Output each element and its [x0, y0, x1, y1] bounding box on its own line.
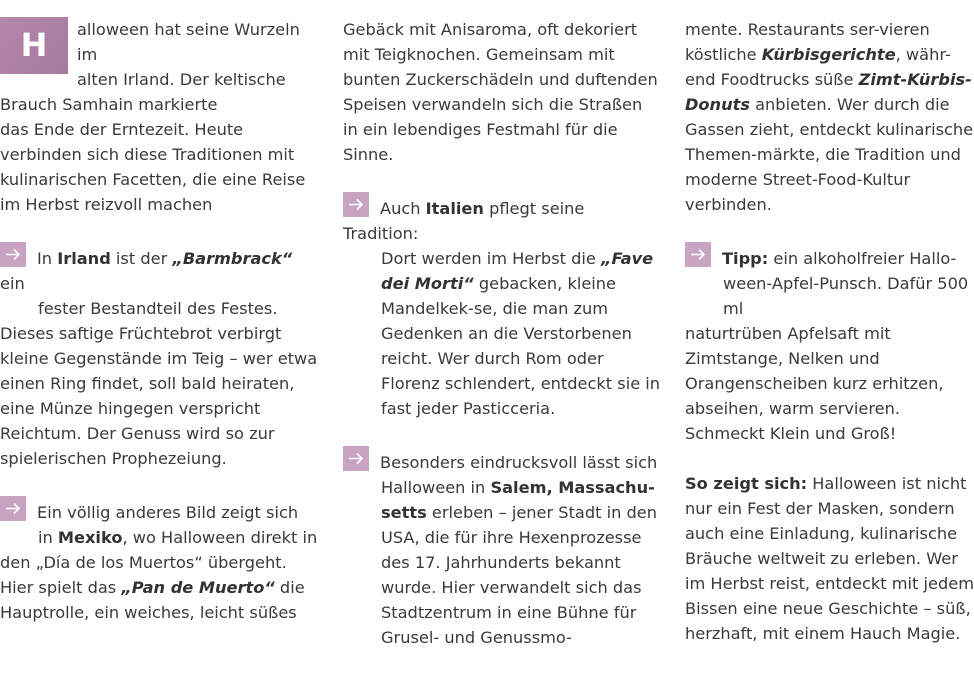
text: Halloween ist nicht nur ein Fest der Masken, sondern auch eine Einladung, kulinarische Bräuche weltweit zu erleben. Wer im Herbst reist, entdeckt mit jedem Bissen eine neue Geschichte – süß, herzhaft, mit einem Hauch Magie.: [685, 474, 974, 643]
highlight-kuerbisgerichte: Kürbisgerichte: [761, 45, 896, 64]
salem-continued-paragraph: [685, 17, 974, 217]
text: anbieten. Wer durch die Gassen zieht, entdeckt kulinarische Themen-märkte, die Tradition und moderne Street-Food-Kultur verbinden.: [685, 95, 974, 214]
text: gebacken, kleine Mandelkek-se, die man zum Gedenken an die Verstorbenen reicht. Wer durch Rom oder Florenz schlendert, entdeckt sie in fast jeder Pasticceria.: [381, 274, 661, 418]
column-1: [0, 17, 318, 650]
text: ein alkoholfreier Hallo-: [768, 249, 957, 268]
mexico-paragraph: [0, 496, 318, 625]
highlight-zimt-kuerbis-donuts: Zimt-Kürbis-Donuts: [685, 70, 972, 114]
text: In: [37, 249, 58, 268]
highlight-pan-de-muerto: „Pan de Muerto“: [121, 578, 275, 597]
mexico-line-3: den „Día de los Muertos“ übergeht.: [0, 553, 287, 572]
highlight-salem: Salem, Massachu-setts: [381, 478, 655, 522]
highlight-mexiko: Mexiko: [57, 528, 123, 547]
arrow-right-icon: [343, 192, 369, 217]
tip-line-2: ween-Apfel-Punsch. Dafür 500 ml: [723, 274, 969, 318]
text: Auch: [380, 199, 426, 218]
mexico-line-1: Ein völlig anderes Bild zeigt sich: [37, 503, 299, 522]
text: , währ-end Foodtrucks süße: [685, 45, 951, 89]
highlight-irland: Irland: [57, 249, 111, 268]
text: die: [274, 578, 305, 597]
intro-line-2: alten Irland. Der keltische: [77, 70, 286, 89]
intro-rest: das Ende der Erntezeit. Heute verbinden sich diese Traditionen mit kulinarischen Facetten, die eine Reise im Herbst reizvoll machen: [0, 120, 306, 214]
text: ist der: [110, 249, 173, 268]
arrow-right-icon: [0, 242, 26, 267]
drop-cap: H: [0, 17, 68, 74]
text: Dort werden im Herbst die: [381, 249, 602, 268]
tip-rest: naturtrüben Apfelsaft mit Zimtstange, Nelken und Orangenscheiben kurz erhitzen, abseihen, warm servieren. Schmeckt Klein und Groß!: [685, 324, 944, 443]
text: in: [38, 528, 58, 547]
highlight-italien: Italien: [425, 199, 484, 218]
salem-paragraph: [343, 446, 661, 650]
highlight-barmbrack: „Barmbrack“: [172, 249, 293, 268]
tip-label: Tipp:: [722, 249, 769, 268]
text: pflegt seine Tradition:: [343, 199, 585, 243]
summary-paragraph: [685, 471, 974, 646]
column-2: [343, 17, 661, 675]
arrow-right-icon: [685, 242, 711, 267]
text: Hier spielt das: [0, 578, 122, 597]
ireland-rest: Dieses saftige Früchtebrot verbirgt kleine Gegenstände im Teig – wer etwa einen Ring findet, soll bald heiraten, eine Münze hingegen verspricht Reichtum. Der Genuss wird so zur spielerischen Prophezeiung.: [0, 324, 318, 468]
tip-paragraph: [685, 242, 974, 446]
text: mente. Restaurants ser-vieren köstliche: [685, 20, 930, 64]
text: erleben – jener Stadt in den USA, die für ihre Hexenprozesse des 17. Jahrhunderts bekannt wurde. Hier verwandelt sich das Stadtzentrum in eine Bühne für Grusel- und Genussmo-: [381, 503, 658, 647]
summary-label: So zeigt sich:: [685, 474, 808, 493]
italy-paragraph: [343, 192, 661, 421]
ireland-paragraph: [0, 242, 318, 471]
arrow-right-icon: [0, 496, 26, 521]
intro-paragraph: [0, 17, 318, 217]
highlight-fave-dei-morti: „Fave dei Morti“: [381, 249, 654, 293]
mexico-continued-paragraph: Gebäck mit Anisaroma, oft dekoriert mit Teigknochen. Gemeinsam mit bunten Zuckerschädeln und duftenden Speisen verwandeln sich die Straßen in ein lebendiges Festmahl für die Sinne.: [343, 20, 658, 164]
salem-line-1: Besonders eindrucksvoll lässt sich: [380, 453, 658, 472]
intro-line-1: alloween hat seine Wurzeln im: [77, 20, 300, 64]
text: Halloween in: [381, 478, 491, 497]
column-3: [685, 17, 974, 671]
text: , wo Halloween direkt in: [122, 528, 318, 547]
mexico-line-5: Hauptrolle, ein weiches, leicht süßes: [0, 603, 297, 622]
text: ein: [0, 274, 25, 293]
arrow-right-icon: [343, 446, 369, 471]
ireland-line-2: fester Bestandteil des Festes.: [38, 299, 278, 318]
intro-line-3: Brauch Samhain markierte: [0, 95, 218, 114]
